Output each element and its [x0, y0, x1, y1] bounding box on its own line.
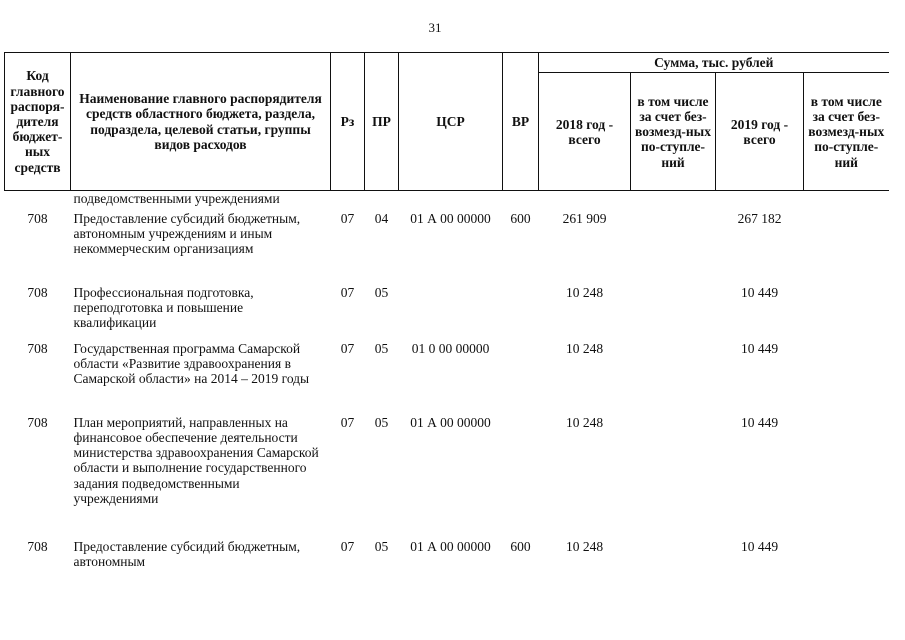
page-number: 31	[428, 20, 442, 35]
table-row	[5, 413, 889, 537]
cell-vr: 600	[510, 210, 531, 226]
header-name: Наименование главного распорядителя средств областного бюджета, раздела, подраздела, целевой статьи, группы видов расходов	[71, 53, 331, 191]
cell-pr: 05	[374, 538, 389, 554]
cell-name: Предоставление субсидий бюджетным, автономным	[73, 538, 301, 569]
cell-pr: 05	[374, 340, 389, 356]
cell-2018-total: 261 909	[562, 210, 607, 226]
cell-vr	[503, 339, 539, 413]
cell-2018-total: 10 248	[565, 340, 604, 356]
table-row	[5, 209, 889, 283]
cell-2019-grants	[804, 537, 889, 587]
cell-csr: 01 А 00 00000	[410, 538, 491, 554]
cell-2018-grants	[631, 283, 716, 339]
cell-code: 708	[27, 538, 48, 554]
cell-2019-grants	[804, 209, 889, 283]
budget-table	[4, 52, 889, 587]
table-body	[5, 191, 889, 587]
cell-code: 708	[27, 340, 48, 356]
table-row	[5, 283, 889, 339]
cell-2019-total: 10 449	[740, 340, 779, 356]
cell-name: Государственная программа Самарской области «Развитие здравоохранения в Самарской области» на 2014 – 2019 годы	[73, 340, 310, 387]
table-row	[5, 537, 889, 587]
cell-rz: 07	[340, 414, 355, 430]
cell-2018-total: 10 248	[565, 284, 604, 300]
cell-pr: 04	[374, 210, 389, 226]
cell-pr: 05	[374, 414, 389, 430]
continuation-text: подведомственными учреждениями	[73, 191, 280, 207]
cell-rz: 07	[340, 340, 355, 356]
cell-rz: 07	[340, 538, 355, 554]
header-pr: ПР	[365, 53, 399, 191]
header-2019-total: 2019 год - всего	[716, 73, 804, 191]
cell-rz: 07	[340, 210, 355, 226]
cell-vr	[503, 283, 539, 339]
cell-2019-total: 10 449	[740, 284, 779, 300]
cell-2019-total: 10 449	[740, 414, 779, 430]
table-header	[5, 53, 889, 191]
header-code: Код главного распоря-дителя бюджет-ных средств	[5, 53, 71, 191]
header-2019-grants: в том числе за счет без-возмезд-ных по-ступле-ний	[804, 73, 889, 191]
cell-2018-total: 10 248	[565, 414, 604, 430]
cell-2019-total: 267 182	[737, 210, 782, 226]
cell-2018-grants	[631, 537, 716, 587]
cell-csr	[399, 283, 503, 339]
header-csr: ЦСР	[399, 53, 503, 191]
cell-2018-grants	[631, 413, 716, 537]
cell-csr: 01 А 00 00000	[410, 210, 491, 226]
cell-2019-total: 10 449	[740, 538, 779, 554]
cell-rz: 07	[340, 284, 355, 300]
cell-2018-grants	[631, 209, 716, 283]
cell-name: План мероприятий, направленных на финансовое обеспечение деятельности министерства здравоохранения Самарской области и выполнение государственного задания подведомственными учреждениями	[73, 414, 319, 506]
table-row-continuation	[5, 191, 889, 209]
cell-vr: 600	[510, 538, 531, 554]
table-row	[5, 339, 889, 413]
cell-2019-grants	[804, 413, 889, 537]
header-vr: ВР	[503, 53, 539, 191]
cell-2018-total: 10 248	[565, 538, 604, 554]
cell-code: 708	[27, 414, 48, 430]
cell-pr: 05	[374, 284, 389, 300]
header-sum-group: Сумма, тыс. рублей	[539, 53, 889, 73]
cell-code: 708	[27, 210, 48, 226]
cell-2019-grants	[804, 339, 889, 413]
cell-2018-grants	[631, 339, 716, 413]
cell-2019-grants	[804, 283, 889, 339]
cell-code: 708	[27, 284, 48, 300]
header-rz: Рз	[331, 53, 365, 191]
cell-csr: 01 А 00 00000	[410, 414, 491, 430]
cell-vr	[503, 413, 539, 537]
header-2018-total: 2018 год - всего	[539, 73, 631, 191]
cell-name: Предоставление субсидий бюджетным, автономным учреждениям и иным некоммерческим организациям	[73, 210, 301, 257]
cell-name: Профессиональная подготовка, переподготовка и повышение квалификации	[73, 284, 254, 331]
header-2018-grants: в том числе за счет без-возмезд-ных по-ступле-ний	[631, 73, 716, 191]
cell-csr: 01 0 00 00000	[411, 340, 490, 356]
